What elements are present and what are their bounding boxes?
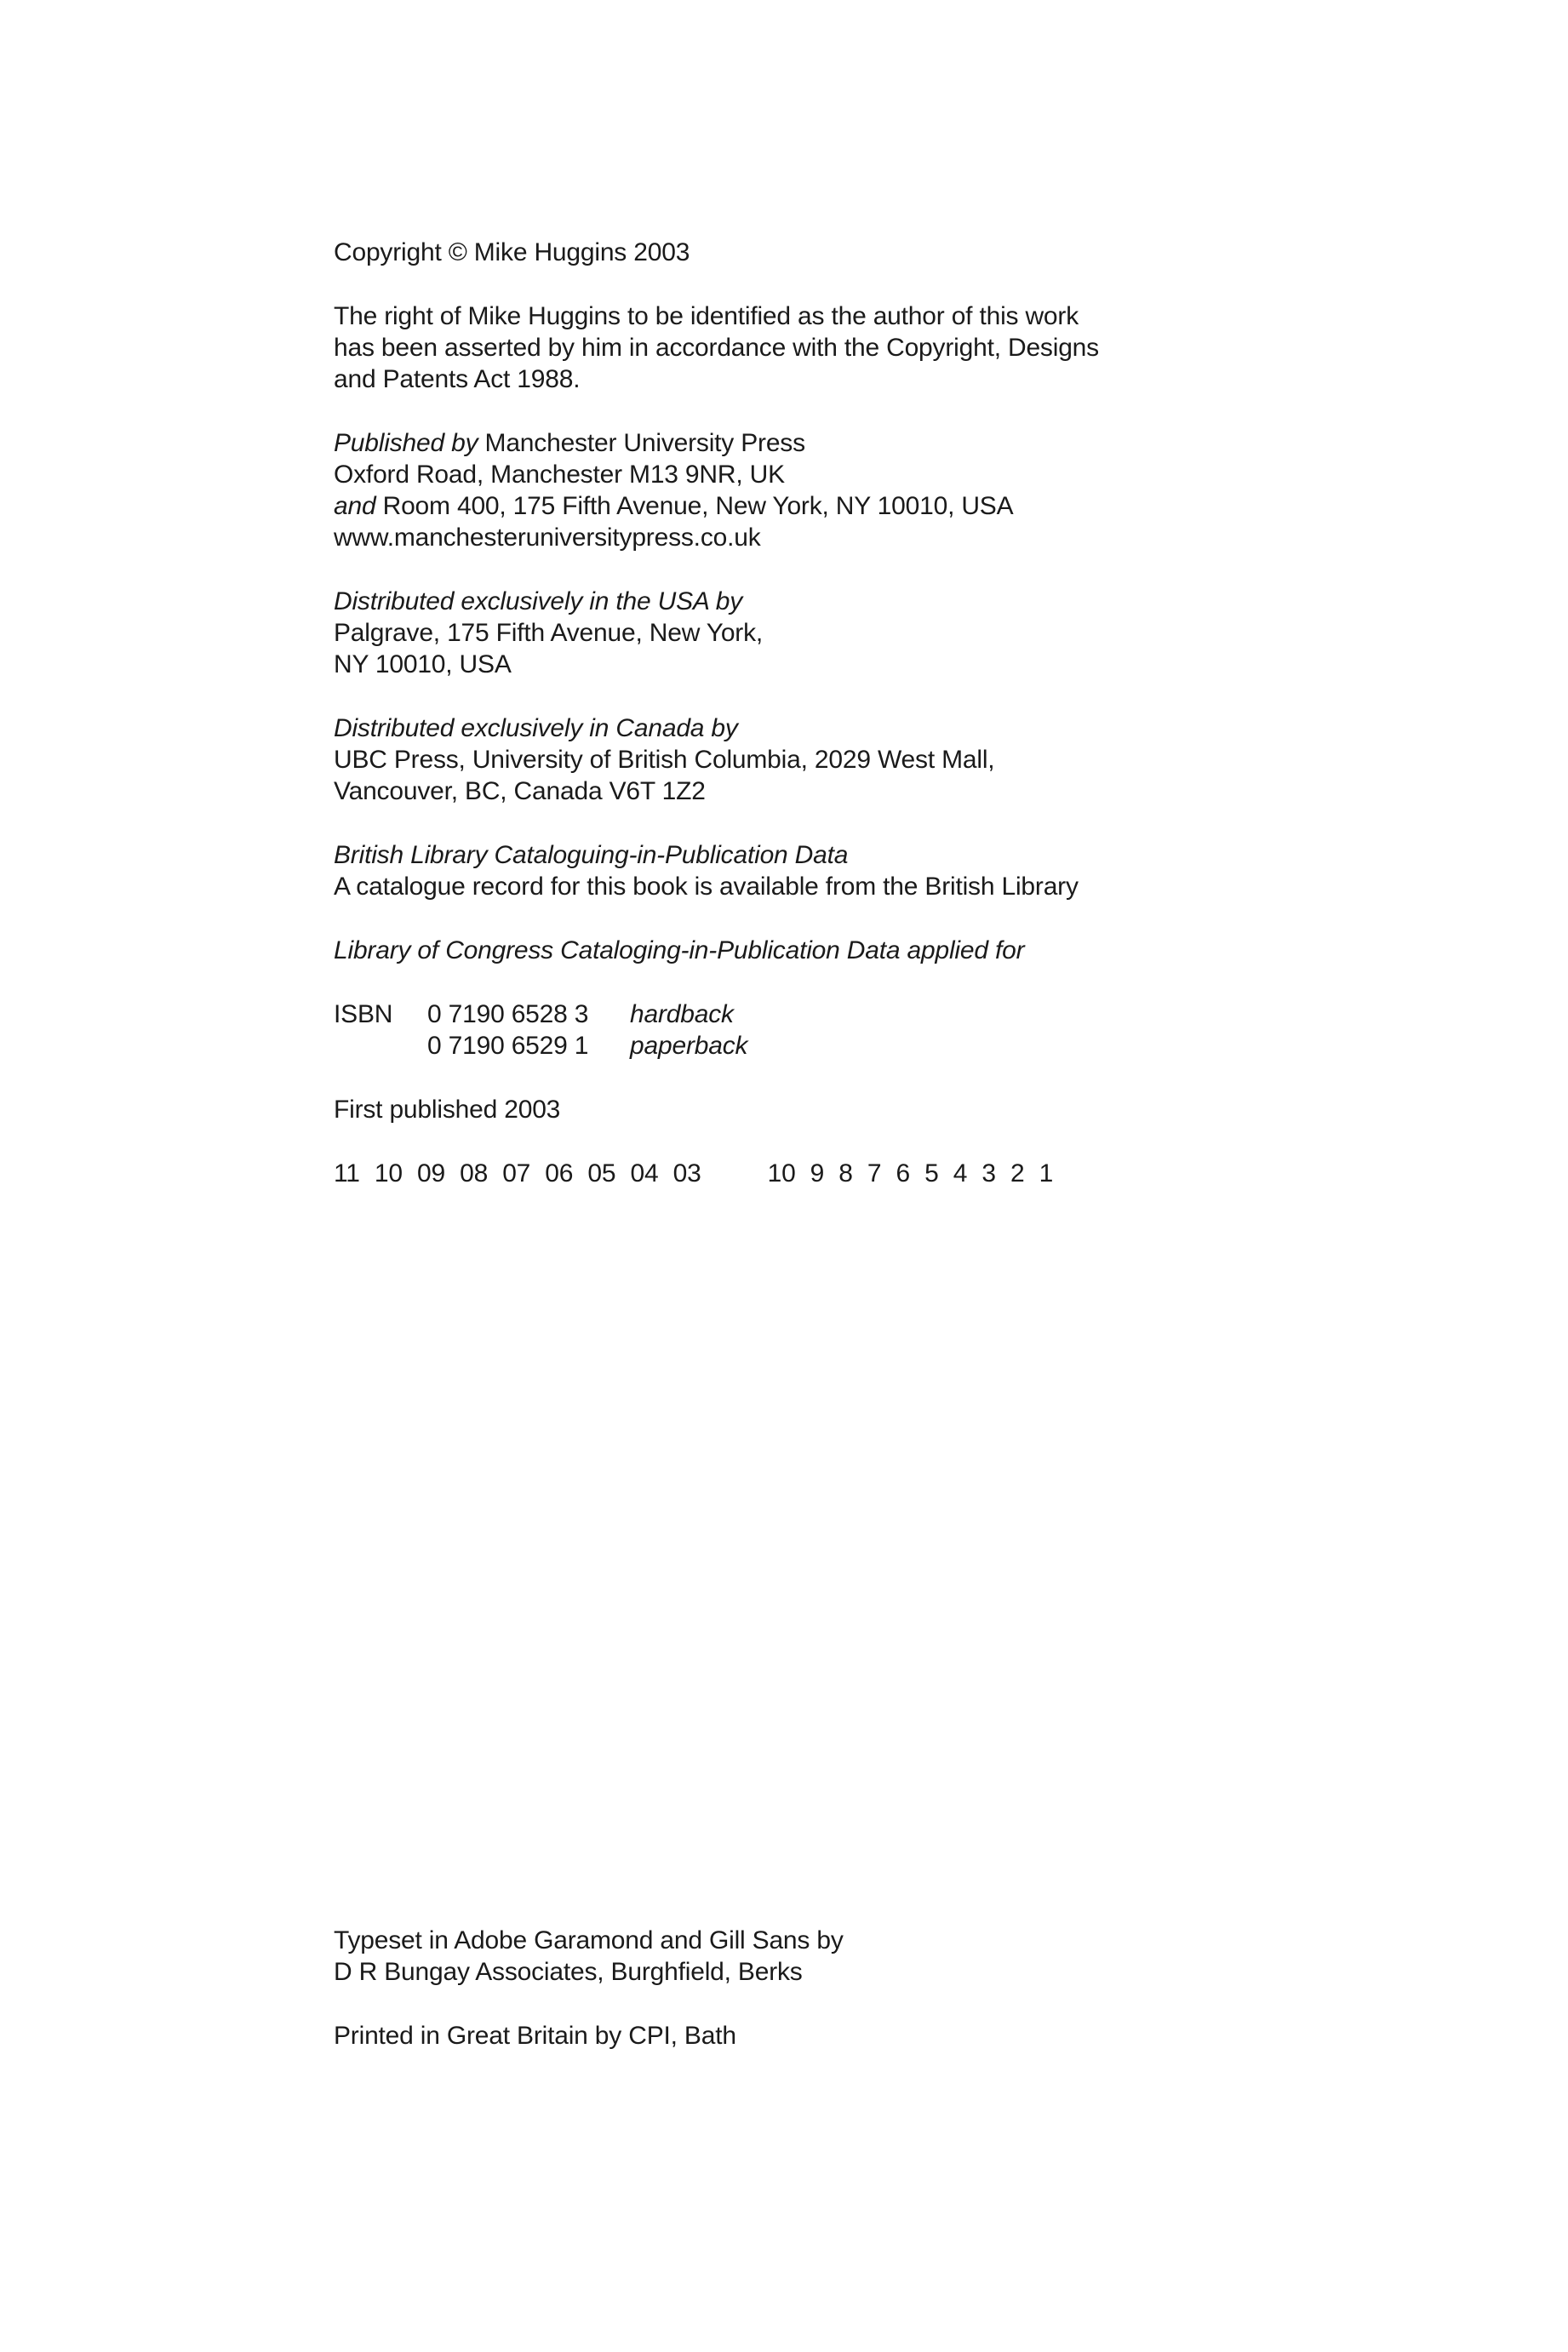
canada-distribution-heading: Distributed exclusively in Canada by xyxy=(334,714,738,742)
moral-rights-line-2: has been asserted by him in accordance with the Copyright, Designs xyxy=(334,334,1099,362)
printing-years: 11 10 09 08 07 06 05 04 03 xyxy=(334,1159,701,1187)
publisher-name: Manchester University Press xyxy=(478,429,805,457)
canada-distribution-line-2: Vancouver, BC, Canada V6T 1Z2 xyxy=(334,777,706,805)
printing-impressions: 10 9 8 7 6 5 4 3 2 1 xyxy=(767,1159,1054,1187)
first-published: First published 2003 xyxy=(334,1096,561,1124)
library-of-congress-block xyxy=(334,935,1270,966)
copyright-notice: Copyright © Mike Huggins 2003 xyxy=(334,238,690,266)
usa-distribution-line-1: Palgrave, 175 Fifth Avenue, New York, xyxy=(334,619,764,647)
isbn-number-paperback: 0 7190 6529 1 xyxy=(427,1032,589,1060)
library-of-congress-text: Library of Congress Cataloging-in-Publication Data applied for xyxy=(334,936,1025,964)
canada-distribution-line-1: UBC Press, University of British Columbia, 2029 West Mall, xyxy=(334,746,995,774)
publisher-address-us: Room 400, 175 Fifth Avenue, New York, NY 10010, USA xyxy=(375,492,1014,520)
copyright-notice-block xyxy=(334,237,1270,268)
moral-rights-block xyxy=(334,300,1270,395)
isbn-format-hardback: hardback xyxy=(630,1000,734,1028)
isbn-row-paperback xyxy=(334,1030,1270,1062)
isbn-block xyxy=(334,999,1270,1062)
publisher-and-prefix: and xyxy=(334,492,376,520)
typeset-line-1: Typeset in Adobe Garamond and Gill Sans by xyxy=(334,1926,844,1954)
publisher-website: www.manchesteruniversitypress.co.uk xyxy=(334,524,761,552)
publisher-block xyxy=(334,427,1270,553)
moral-rights-line-1: The right of Mike Huggins to be identified as the author of this work xyxy=(334,302,1079,330)
printed-by: Printed in Great Britain by CPI, Bath xyxy=(334,2022,736,2050)
british-library-heading: British Library Cataloguing-in-Publication Data xyxy=(334,841,849,869)
typeset-block xyxy=(334,1925,1270,1988)
isbn-number-hardback: 0 7190 6528 3 xyxy=(427,1000,589,1028)
first-published-block xyxy=(334,1094,1270,1125)
production-column xyxy=(334,1925,1270,2084)
printing-line xyxy=(334,1158,1270,1189)
usa-distribution-block xyxy=(334,586,1270,680)
british-library-text: A catalogue record for this book is available from the British Library xyxy=(334,873,1079,901)
publisher-name-line xyxy=(334,427,1270,459)
usa-distribution-line-2: NY 10010, USA xyxy=(334,650,512,678)
publisher-prefix: Published by xyxy=(334,429,478,457)
printing-line-block xyxy=(334,1158,1270,1189)
imprint-column xyxy=(334,237,1270,1222)
isbn-label: ISBN xyxy=(334,1000,393,1028)
isbn-row-hardback xyxy=(334,999,1270,1030)
printed-block xyxy=(334,2020,1270,2052)
usa-distribution-heading: Distributed exclusively in the USA by xyxy=(334,587,743,615)
publisher-address-uk: Oxford Road, Manchester M13 9NR, UK xyxy=(334,461,785,489)
publisher-address-us-line xyxy=(334,490,1270,522)
isbn-format-paperback: paperback xyxy=(630,1032,748,1060)
moral-rights-line-3: and Patents Act 1988. xyxy=(334,365,581,393)
british-library-block xyxy=(334,839,1270,902)
typeset-line-2: D R Bungay Associates, Burghfield, Berks xyxy=(334,1958,803,1986)
canada-distribution-block xyxy=(334,712,1270,807)
